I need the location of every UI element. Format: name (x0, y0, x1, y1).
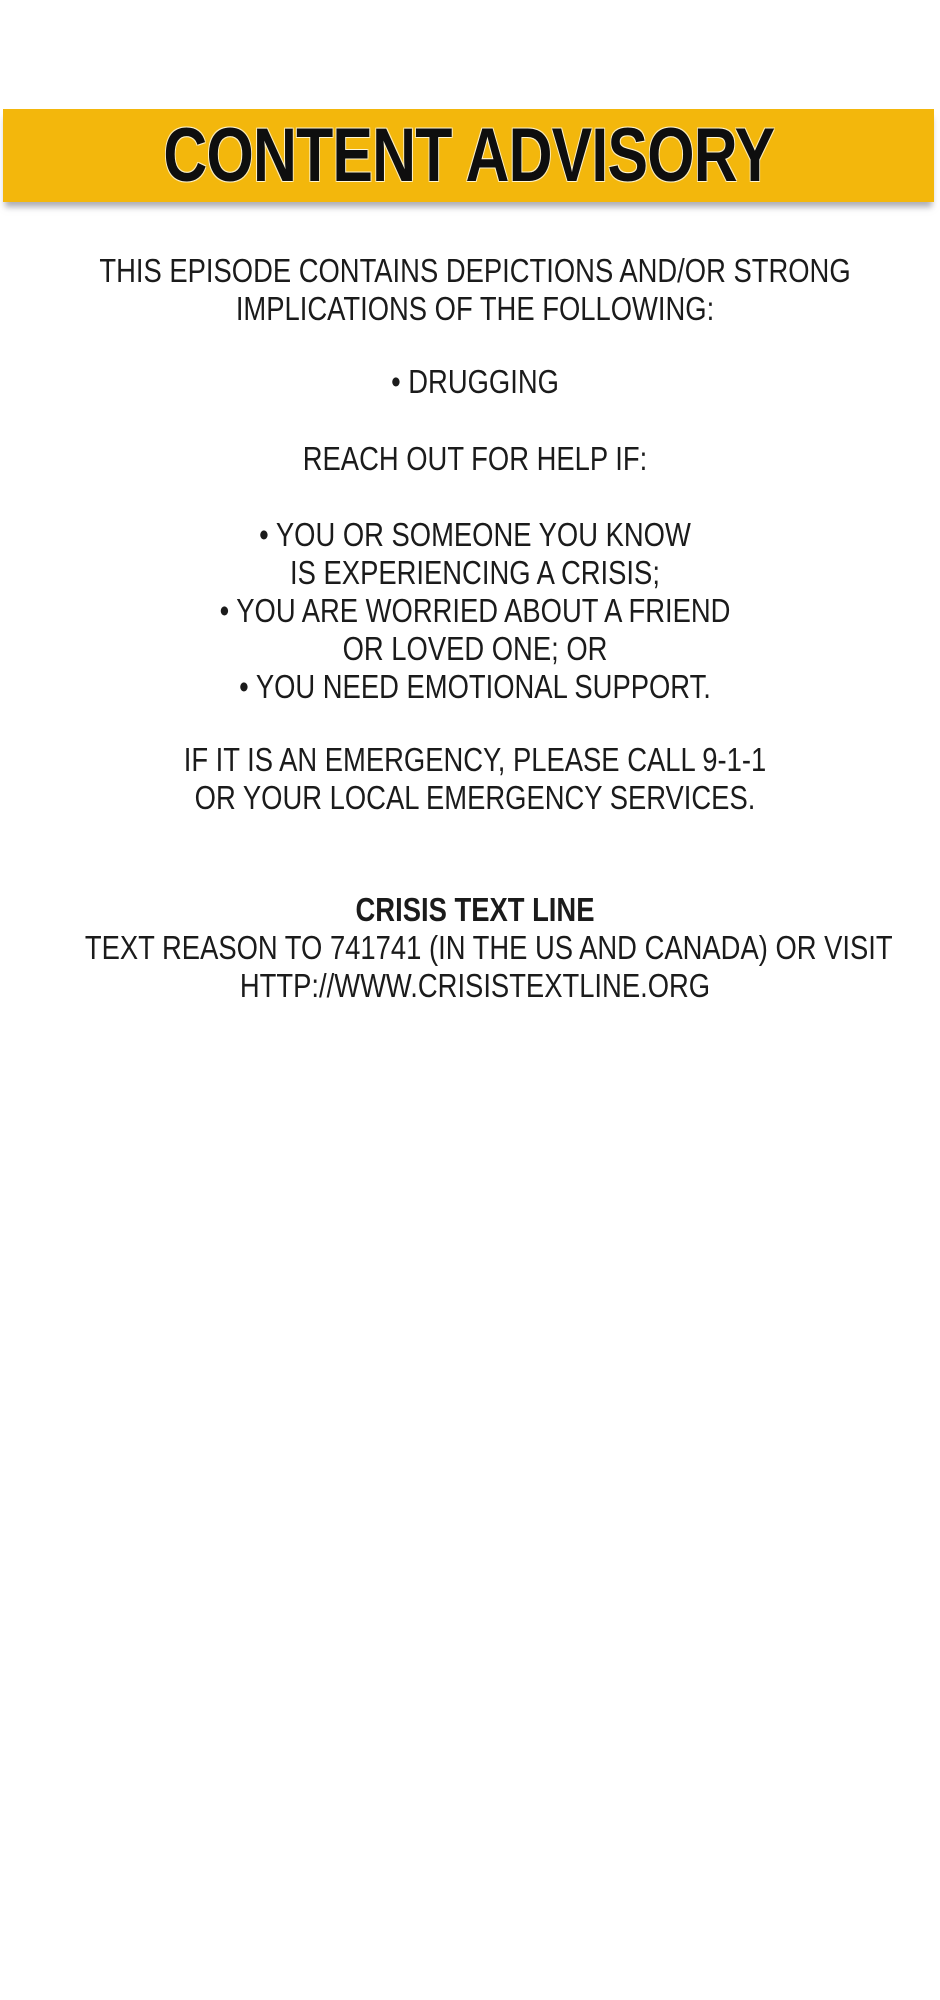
reach-out-heading-group (85, 440, 865, 478)
content-warning-list (85, 363, 865, 401)
content-advisory-title: CONTENT ADVISORY (163, 113, 774, 198)
advisory-intro-line-2: IMPLICATIONS OF THE FOLLOWING: (235, 290, 715, 327)
advisory-intro (85, 252, 865, 328)
emergency-line-2: OR YOUR LOCAL EMERGENCY SERVICES. (194, 779, 756, 816)
emergency-note (85, 741, 865, 817)
reach-out-items (85, 516, 865, 706)
crisis-text-line-block (84, 891, 893, 1005)
advisory-text-block (84, 0, 893, 2000)
crisis-text-line-url: HTTP://WWW.CRISISTEXTLINE.ORG (239, 967, 711, 1004)
crisis-text-line-info: TEXT REASON TO 741741 (IN THE US AND CANADA) OR VISIT (84, 929, 893, 966)
reach-out-item-1-line-1: • YOU OR SOMEONE YOU KNOW (259, 516, 691, 553)
reach-out-item-1-line-2: IS EXPERIENCING A CRISIS; (290, 554, 660, 591)
reach-out-item-2-line-1: • YOU ARE WORRIED ABOUT A FRIEND (219, 592, 731, 629)
reach-out-item-2-line-2: OR LOVED ONE; OR (342, 630, 608, 667)
advisory-intro-line-1: THIS EPISODE CONTAINS DEPICTIONS AND/OR STRONG (99, 252, 851, 289)
crisis-text-line-heading: CRISIS TEXT LINE (355, 891, 595, 928)
reach-out-heading: REACH OUT FOR HELP IF: (302, 440, 648, 477)
content-warning-item: • DRUGGING (391, 363, 559, 400)
reach-out-item-3: • YOU NEED EMOTIONAL SUPPORT. (239, 668, 711, 705)
emergency-line-1: IF IT IS AN EMERGENCY, PLEASE CALL 9-1-1 (183, 741, 767, 778)
